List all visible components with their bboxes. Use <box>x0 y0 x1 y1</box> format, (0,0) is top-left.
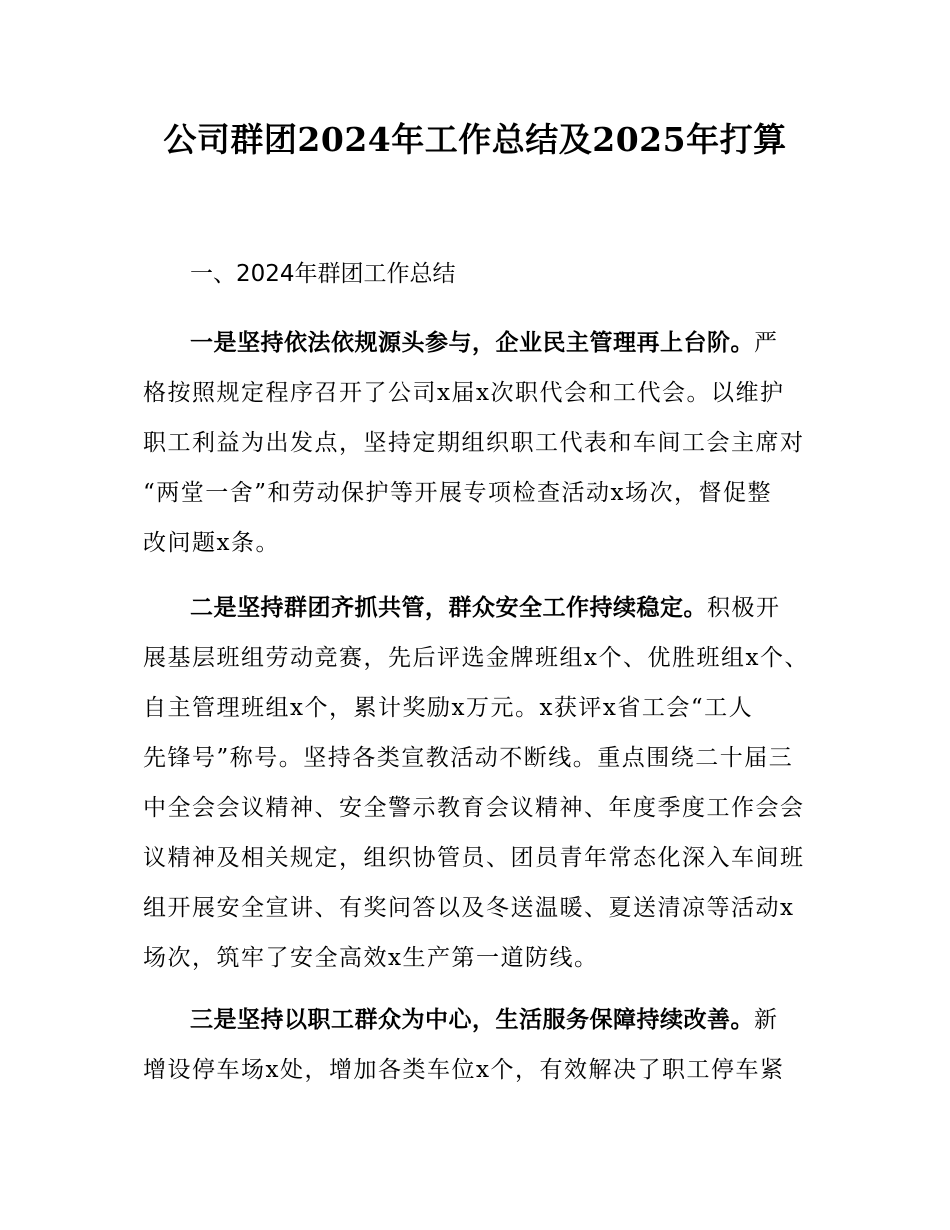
paragraph-3 <box>143 995 813 1095</box>
paragraph-line: 先锋号”称号。坚持各类宣教活动不断线。重点围绕二十届三 <box>143 745 794 771</box>
paragraph-line <box>143 995 813 1045</box>
paragraph-line: 场次，筑牢了安全高效x生产第一道防线。 <box>143 945 599 971</box>
paragraph-line: 组开展安全宣讲、有奖问答以及冬送温暖、夏送清凉等活动x <box>143 895 795 921</box>
paragraph-line: 改问题x条。 <box>143 530 280 556</box>
paragraph-line <box>143 318 813 368</box>
document-title: 公司群团2024年工作总结及2025年打算 <box>163 120 787 159</box>
paragraph-text: 积极开 <box>707 595 781 621</box>
paragraph-line: 中全会会议精神、安全警示教育会议精神、年度季度工作会会 <box>143 795 805 821</box>
paragraph-line: 格按照规定程序召开了公司x届x次职代会和工代会。以维护 <box>143 380 785 406</box>
paragraph-lead: 一是坚持依法依规源头参与，企业民主管理再上台阶。 <box>190 330 754 356</box>
paragraph-line: 展基层班组劳动竞赛，先后评选金牌班组x个、优胜班组x个、 <box>143 645 809 671</box>
section-heading: 一、2024年群团工作总结 <box>190 261 456 287</box>
paragraph-2 <box>143 583 813 983</box>
paragraph-line: 增设停车场x处，增加各类车位x个，有效解决了职工停车紧 <box>143 1057 785 1083</box>
paragraph-line: 职工利益为出发点，坚持定期组织职工代表和车间工会主席对 <box>143 430 805 456</box>
paragraph-lead: 三是坚持以职工群众为中心，生活服务保障持续改善。 <box>190 1007 754 1033</box>
paragraph-text: 严 <box>754 330 779 356</box>
paragraph-line: 议精神及相关规定，组织协管员、团员青年常态化深入车间班 <box>143 845 805 871</box>
paragraph-1 <box>143 318 813 568</box>
paragraph-lead: 二是坚持群团齐抓共管，群众安全工作持续稳定。 <box>190 595 707 621</box>
paragraph-line: 自主管理班组x个，累计奖励x万元。x获评x省工会“工人 <box>143 695 754 721</box>
paragraph-line <box>143 583 813 633</box>
paragraph-text: 新 <box>754 1007 779 1033</box>
paragraph-line: “两堂一舍”和劳动保护等开展专项检查活动x场次，督促整 <box>143 480 772 506</box>
